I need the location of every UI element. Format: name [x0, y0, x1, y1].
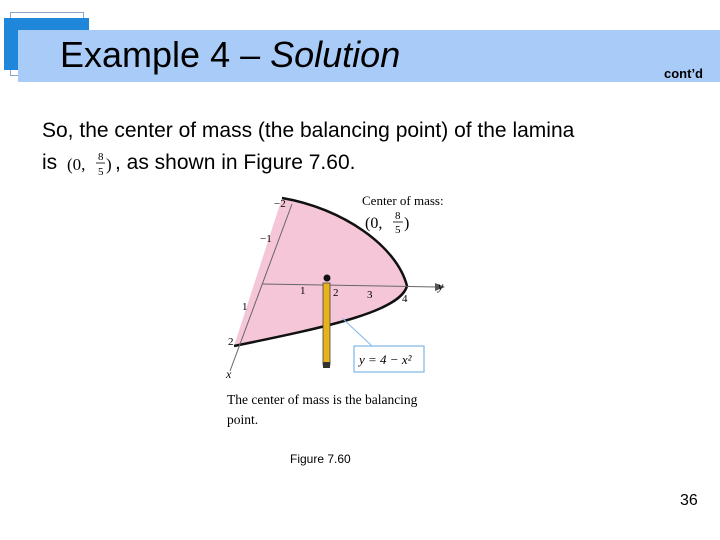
curve-label-pointer — [342, 318, 372, 346]
tick-x-1: 1 — [242, 301, 248, 313]
figure-caption: Figure 7.60 — [290, 452, 351, 466]
pencil-body — [323, 283, 330, 365]
tick-y-3: 3 — [367, 289, 373, 301]
tick-x-neg1: −1 — [260, 233, 272, 245]
tick-y-2: 2 — [333, 287, 339, 299]
tick-y-4: 4 — [402, 293, 408, 305]
pencil-eraser — [323, 362, 330, 368]
body-line-1: So, the center of mass (the balancing point) of the lamina — [42, 119, 575, 142]
body-text — [42, 115, 574, 179]
balance-caption-line-1: The center of mass is the balancing — [227, 392, 418, 407]
body-line-2-prefix: is — [42, 151, 63, 174]
slide-title — [60, 34, 400, 76]
figure-7-60 — [222, 186, 472, 436]
callout-point-den: 5 — [395, 224, 401, 236]
continued-label: cont’d — [664, 66, 703, 81]
balance-caption-line-2: point. — [227, 412, 259, 427]
point-close: ) — [106, 155, 112, 175]
point-open: (0, — [67, 155, 86, 175]
curve-label: y = 4 − x² — [359, 352, 412, 367]
slide-number: 36 — [680, 492, 698, 509]
tick-y-1: 1 — [300, 285, 306, 297]
center-of-mass-point — [65, 147, 113, 179]
point-denominator: 5 — [98, 166, 104, 179]
y-axis-label: y — [438, 279, 444, 293]
center-of-mass-dot — [324, 275, 331, 282]
title-italic: Solution — [270, 34, 401, 75]
callout-point-open: (0, — [365, 215, 383, 232]
callout-point-close: ) — [404, 215, 410, 232]
tick-x-neg2: −2 — [274, 198, 286, 210]
title-main: Example 4 – — [60, 34, 271, 75]
x-axis-label: x — [226, 367, 232, 381]
callout-title: Center of mass: — [362, 193, 444, 208]
body-line-2-suffix: , as shown in Figure 7.60. — [115, 151, 356, 174]
point-numerator: 8 — [98, 151, 104, 164]
tick-x-2: 2 — [228, 336, 234, 348]
callout-point-num: 8 — [395, 210, 401, 222]
body-line-2 — [42, 147, 574, 179]
